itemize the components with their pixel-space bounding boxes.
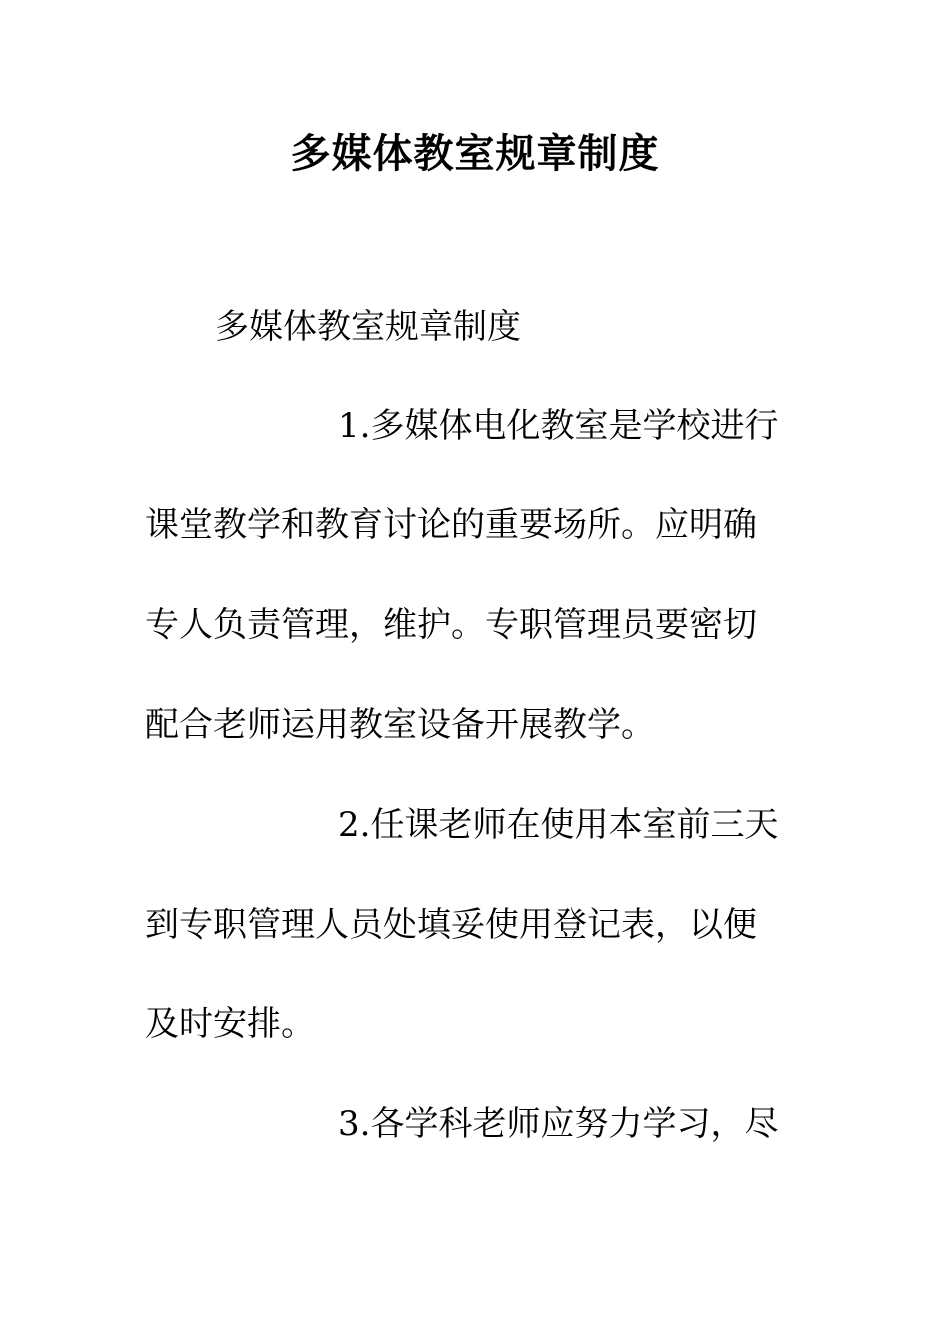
- page-title: 多媒体教室规章制度: [290, 131, 660, 177]
- paragraph-line-3: 专人负责管理，维护。专职管理员要密切: [145, 605, 757, 645]
- paragraph-line-1: 1.多媒体电化教室是学校进行: [338, 406, 779, 446]
- paragraph-line-7: 及时安排。: [145, 1004, 315, 1044]
- paragraph-line-5: 2.任课老师在使用本室前三天: [338, 805, 779, 845]
- paragraph-line-4: 配合老师运用教室设备开展教学。: [145, 705, 655, 745]
- paragraph-line-6: 到专职管理人员处填妥使用登记表，以便: [145, 905, 757, 945]
- section-heading: 多媒体教室规章制度: [215, 307, 521, 347]
- paragraph-line-2: 课堂教学和教育讨论的重要场所。应明确: [145, 505, 757, 545]
- paragraph-line-8: 3.各学科老师应努力学习，尽: [338, 1104, 779, 1144]
